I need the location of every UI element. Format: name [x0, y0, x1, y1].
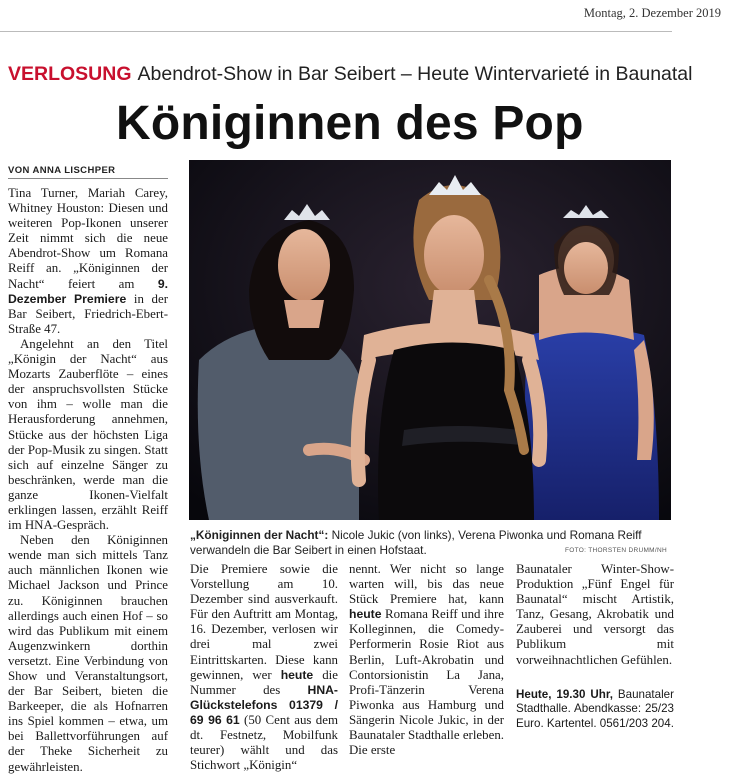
article-column-4 — [516, 562, 674, 668]
paragraph-intro — [8, 186, 168, 337]
article-column-3 — [349, 562, 504, 758]
event-details: Baunataler Stadthalle. Abendkasse: 25/23 Euro. Kartentel. 0561/203 204. — [516, 688, 674, 730]
caption-text: Nicole Jukic (von links), Verena Piwonka und Romana Reiff verwandeln die Bar Seibert in einen Hofstaat. — [190, 528, 642, 557]
text-run: Romana Reiff und ihre Kolleginnen, die Comedy-Performerin Rosie Riot aus Berlin, Luft-Akrobatin und Contorsionistin La Jana, Profi-Tänzerin Verena Piwonka aus Hamburg und Sängerin Nicole Jukic, in der Baunataler Stadthalle erleben. Die erste — [349, 607, 504, 758]
kicker-label: VERLOSUNG — [8, 63, 132, 85]
text-run: in der Bar Seibert, Friedrich-Ebert-Straße 47. — [8, 291, 168, 336]
kicker-text: Abendrot-Show in Bar Seibert – Heute Wintervarieté in Baunatal — [137, 63, 693, 85]
photo-illustration — [189, 160, 671, 520]
author-byline: VON ANNA LISCHPER — [8, 165, 116, 176]
paragraph: Neben den Königinnen wende man sich mittels Tanz auch männlichen Ikonen wie Michael Jackson und Prince zu. Königinnen brauchen allerdings auch einen Hof – so wird das Publikum mit einem Augenzwinkern dorthin versetzt. Eine Verbindung von Show und Veranstaltungsort, der Bar Seibert, bieten die Barkeeper, die als Hofnarren ins Spiel kommen – etwa, um bei Ballettvorführungen auf der Theke Sicherheit zu gewährleisten. — [8, 533, 168, 774]
issue-date: Montag, 2. Dezember 2019 — [583, 6, 721, 20]
byline-rule — [8, 178, 168, 179]
paragraph — [349, 562, 504, 758]
article-column-2 — [190, 562, 338, 773]
emphasis: heute — [280, 667, 314, 682]
text-run: nennt. Wer nicht so lange warten will, bis das neue Stück Premiere hat, kann — [349, 562, 504, 607]
header-divider — [0, 31, 672, 32]
paragraph: Angelehnt an den Titel „Königin der Nacht“ aus Mozarts Zauberflöte – eines der anspruchsvollsten Stücke von ihm – wolle man die Herausforderung annehmen, Stücke aus der höchsten Liga der Pop-Musik zu singen. Statt sich auf einzelne Sänger zu beschränken, werde man die ganze Ikonen-Vielfalt erklingen lassen, erzählt Reiff im HNA-Gespräch. — [8, 336, 168, 533]
paragraph: Baunataler Winter-Show-Produktion „Fünf Engel für Baunatal“ mischt Artistik, Tanz, Gesang, Akrobatik und Zauberei und versorgt das Publikum mit vorweihnachtlichen Gefühlen. — [516, 562, 674, 667]
text-run: Die Premiere sowie die Vorstellung am 10. Dezember sind ausverkauft. Für den Auftritt am Montag, 16. Dezember, verlosen wir drei mal zwei Eintrittskarten. Diese kann gewinnen, wer — [190, 562, 338, 682]
paragraph — [190, 562, 338, 773]
phone-number: HNA-Glückstelefons 01379 / 69 96 61 — [190, 682, 338, 727]
headline: Königinnen des Pop — [116, 97, 584, 150]
article-photo — [189, 160, 671, 520]
text-run: die Nummer des — [190, 667, 338, 697]
event-info — [516, 688, 674, 731]
text-run: Tina Turner, Mariah Carey, Whitney Houston: Diesen und weiteren Pop-Ikonen unserer Zeit nimmt sich die neue Abendrot-Show um Romana Reiff an. „Königinnen der Nacht“ feiert am — [8, 186, 168, 291]
event-time: Heute, 19.30 Uhr, — [516, 688, 613, 701]
premiere-date: 9. Dezember Premiere — [8, 276, 168, 306]
photo-credit: FOTO: THORSTEN DRUMM/NH — [565, 547, 667, 554]
text-run: (50 Cent aus dem dt. Festnetz, Mobilfunk teurer) wählt und das Stichwort „Königin“ — [190, 712, 338, 773]
caption-lead: „Königinnen der Nacht“: — [190, 528, 329, 542]
article-column-1 — [8, 186, 168, 775]
kicker — [8, 63, 693, 86]
emphasis: heute — [349, 607, 382, 622]
